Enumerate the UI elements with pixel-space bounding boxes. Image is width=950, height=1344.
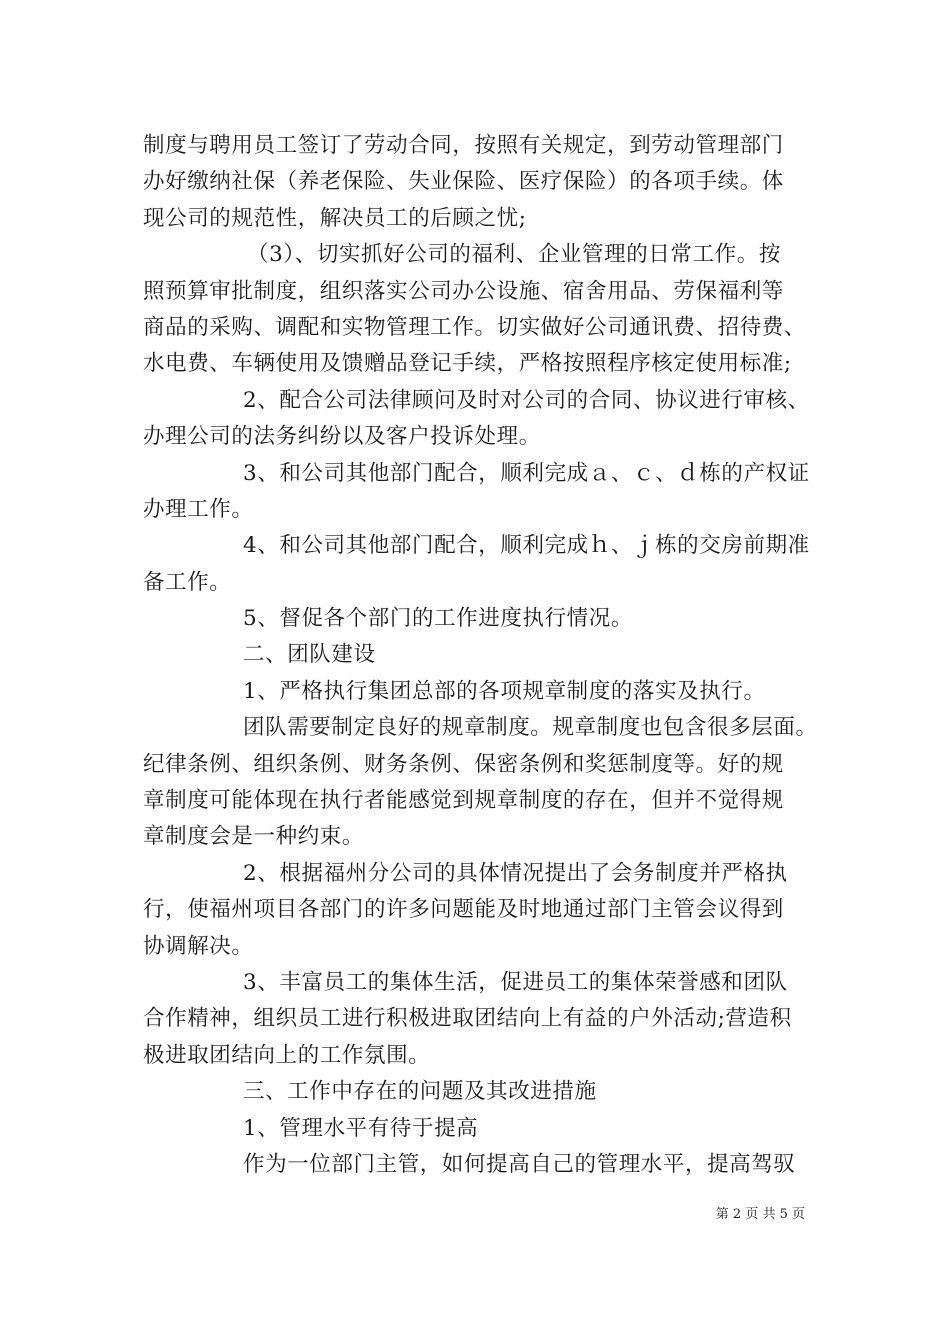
text-line: 现公司的规范性，解决员工的后顾之忧; (143, 205, 527, 231)
text-line: 纪律条例、组织条例、财务条例、保密条例和奖惩制度等。好的规 (143, 751, 784, 777)
text-line: 5、督促各个部门的工作进度执行情况。 (243, 606, 633, 632)
text-line: 照预算审批制度，组织落实公司办公设施、宿舍用品、劳保福利等 (143, 278, 784, 304)
text-line: 办好缴纳社保（养老保险、失业保险、医疗保险）的各项手续。体 (143, 169, 784, 195)
text-line: 2、配合公司法律顾问及时对公司的合同、协议进行审核、 (243, 387, 810, 413)
document-body (143, 128, 818, 1183)
text-line: 2、根据福州分公司的具体情况提出了会务制度并严格执 (243, 860, 788, 886)
text-line: 3、丰富员工的集体生活，促进员工的集体荣誉感和团队 (243, 969, 788, 995)
subsection-heading: 1、管理水平有待于提高 (243, 1115, 479, 1141)
section-heading: 二、团队建设 (243, 642, 376, 668)
text-line: 办理公司的法务纠纷以及客户投诉处理。 (143, 424, 541, 450)
text-line: 章制度可能体现在执行者能感觉到规章制度的存在，但并不觉得规 (143, 788, 784, 814)
text-line: 备工作。 (143, 569, 232, 595)
text-line: 行，使福州项目各部门的许多问题能及时地通过部门主管会议得到 (143, 897, 784, 923)
text-line: 3、和公司其他部门配合，顺利完成ａ、ｃ、ｄ栋的产权证 (243, 460, 810, 486)
text-line: 4、和公司其他部门配合，顺利完成ｈ、ｊ栋的交房前期准 (243, 533, 810, 559)
section-heading: 三、工作中存在的问题及其改进措施 (243, 1079, 597, 1105)
text-line: 1、严格执行集团总部的各项规章制度的落实及执行。 (243, 678, 766, 704)
text-line: 协调解决。 (143, 933, 254, 959)
text-line: 作为一位部门主管，如何提高自己的管理水平，提高驾驭 (243, 1151, 796, 1177)
text-line: （3）、切实抓好公司的福利、企业管理的日常工作。按 (247, 242, 781, 268)
text-line: 章制度会是一种约束。 (143, 824, 365, 850)
text-line: 商品的采购、调配和实物管理工作。切实做好公司通讯费、招待费、 (143, 314, 807, 340)
page-number: 第 2 页 共 5 页 (715, 1207, 805, 1222)
text-line: 制度与聘用员工签订了劳动合同，按照有关规定，到劳动管理部门 (143, 133, 784, 158)
text-line: 极进取团结向上的工作氛围。 (143, 1042, 431, 1068)
text-line: 水电费、车辆使用及馈赠品登记手续，严格按照程序核定使用标准; (143, 351, 792, 377)
text-line: 合作精神，组织员工进行积极进取团结向上有益的户外活动;营造积 (143, 1006, 792, 1032)
text-line: 团队需要制定良好的规章制度。规章制度也包含很多层面。 (243, 715, 818, 741)
text-line: 办理工作。 (143, 496, 254, 522)
